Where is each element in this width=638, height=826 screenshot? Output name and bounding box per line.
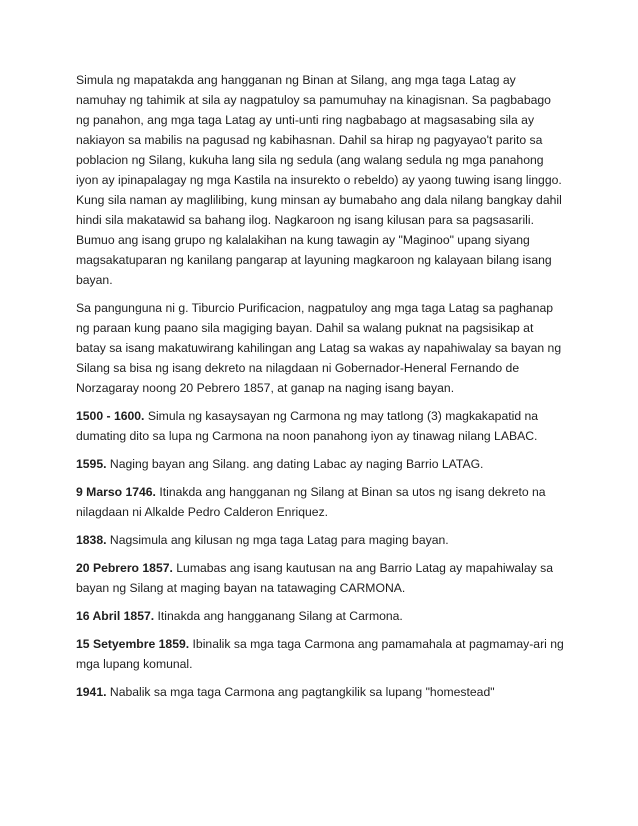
intro-paragraph-2: Sa pangunguna ni g. Tiburcio Purificacion, nagpatuloy ang mga taga Latag sa paghanap ng paraan kung paano sila magiging bayan. Dahil sa walang puknat na pagsisikap at batay sa isang makatuwirang kahilingan ang Latag sa wakas ay napahiwalay sa bayan ng Silang sa bisa ng isang dekreto na nilagdaan ni Gobernador-Heneral Fernando de Norzagaray noong 20 Pebrero 1857, at ganap na naging isang bayan.	[76, 301, 562, 395]
timeline-text: Nabalik sa mga taga Carmona ang pagtangkilik sa lupang "homestead"	[106, 685, 495, 699]
timeline-text: Ibinalik sa mga taga Carmona ang pamamahala at pagmamay-ari ng mga lupang komunal.	[76, 637, 564, 671]
timeline-entry-1857-feb	[76, 558, 566, 598]
timeline-date: 16 Abril 1857.	[76, 609, 155, 623]
timeline-text: Itinakda ang hangganan ng Silang at Binan sa utos ng isang dekreto na nilagdaan ni Alkalde Pedro Calderon Enriquez.	[76, 485, 546, 519]
intro-paragraph-1: Simula ng mapatakda ang hangganan ng Binan at Silang, ang mga taga Latag ay namuhay ng tahimik at sila ay nagpatuloy sa pamumuhay na kinagisnan. Sa pagbabago ng panahon, ang mga taga Latag ay unti-unti ring nagbabago at magsasabing sila ay nakiayon sa mabilis na pagusad ng kabihasnan. Dahil sa hirap ng pagyayao't parito sa poblacion ng Silang, kukuha lang sila ng sedula (ang walang sedula ng mga panahong iyon ay ipinapalagay ng mga Kastila na insurekto o rebeldo) ay yaong tuwing isang linggo. Kung sila naman ay maglilibing, kung minsan ay bumabaho ang dala nilang bangkay dahil hindi sila makatawid sa bahang ilog. Nagkaroon ng isang kilusan para sa pagsasarili. Bumuo ang isang grupo ng kalalakihan na kung tawagin ay "Maginoo" upang siyang magsakatuparan ng kanilang pangarap at layuning magkaroon ng kalayaan bilang isang bayan.	[76, 73, 562, 287]
timeline-date: 1595.	[76, 457, 107, 471]
timeline-entry-1500	[76, 406, 566, 446]
timeline-entry-1941	[76, 682, 566, 702]
timeline-text: Itinakda ang hangganang Silang at Carmona.	[154, 609, 403, 623]
timeline-entry-1595	[76, 454, 566, 474]
timeline-entry-1746	[76, 482, 566, 522]
timeline-text: Nagsimula ang kilusan ng mga taga Latag para maging bayan.	[106, 533, 449, 547]
timeline-entry-1857-apr	[76, 606, 566, 626]
timeline-date: 1941.	[76, 685, 107, 699]
timeline-entry-1859	[76, 634, 566, 674]
timeline-date: 20 Pebrero 1857.	[76, 561, 173, 575]
timeline-text: Naging bayan ang Silang. ang dating Labac ay naging Barrio LATAG.	[106, 457, 484, 471]
timeline-entry-1838	[76, 530, 566, 550]
document-page	[76, 70, 566, 710]
timeline-date: 1500 - 1600.	[76, 409, 145, 423]
timeline-date: 1838.	[76, 533, 107, 547]
timeline-text: Simula ng kasaysayan ng Carmona ng may tatlong (3) magkakapatid na dumating dito sa lupa ng Carmona na noon panahong iyon ay tinawag nilang LABAC.	[76, 409, 539, 443]
timeline-date: 15 Setyembre 1859.	[76, 637, 190, 651]
timeline-text: Lumabas ang isang kautusan na ang Barrio Latag ay mapahiwalay sa bayan ng Silang at maging bayan na tatawaging CARMONA.	[76, 561, 553, 595]
timeline-date: 9 Marso 1746.	[76, 485, 156, 499]
